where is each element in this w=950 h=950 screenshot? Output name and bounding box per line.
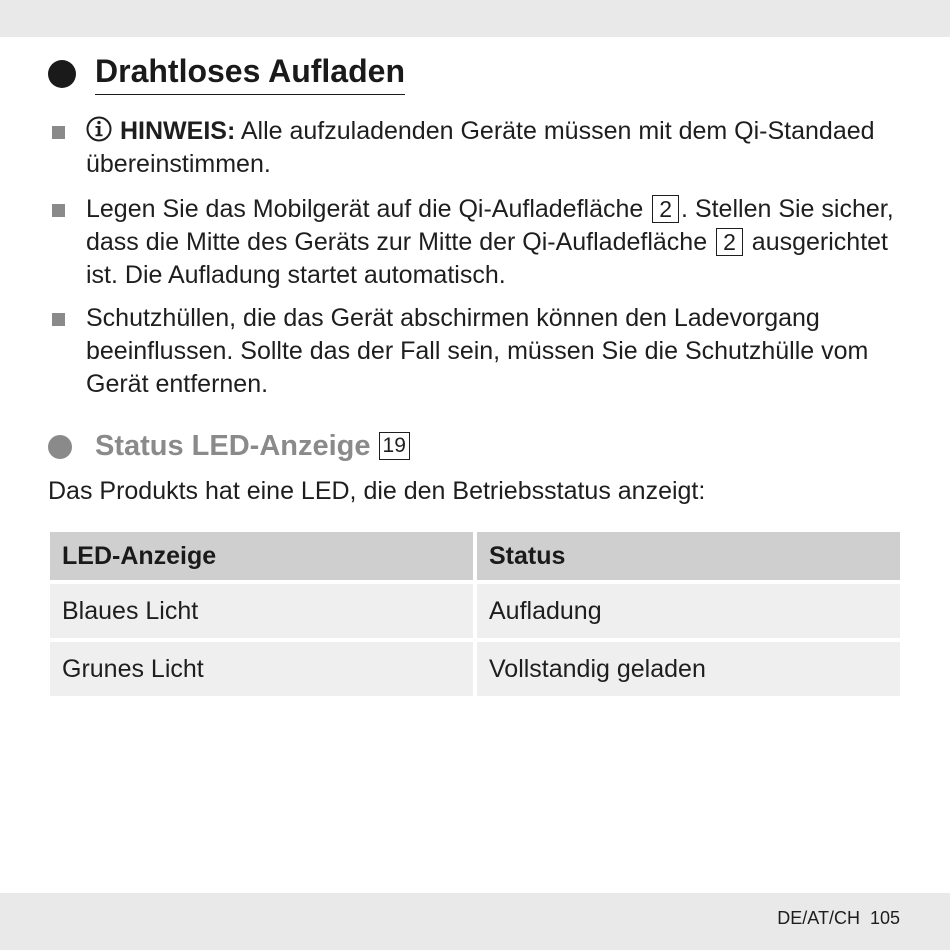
table-header-row xyxy=(50,532,900,580)
table-row xyxy=(50,584,900,638)
placement-text-3: ausgerichtet ist. Die Aufladung startet automatisch. xyxy=(86,228,888,289)
square-bullet-icon xyxy=(52,204,65,217)
status-intro-text: Das Produkts hat eine LED, die den Betriebsstatus anzeigt: xyxy=(48,477,706,505)
table-header-cell: LED-Anzeige xyxy=(50,532,473,580)
square-bullet-icon xyxy=(52,313,65,326)
reference-number: 2 xyxy=(716,228,743,256)
reference-number: 19 xyxy=(379,432,410,460)
top-bar xyxy=(0,0,950,37)
reference-number: 2 xyxy=(652,195,679,223)
table-header-cell: Status xyxy=(477,532,900,580)
list-item-cases xyxy=(52,302,912,401)
led-status-table xyxy=(50,532,900,700)
footer-info xyxy=(777,908,900,929)
cases-text: Schutzhüllen, die das Gerät abschirmen können den Ladevorgang beeinflussen. Sollte das der Fall sein, müssen Sie die Schutzhülle vom Gerät entfernen. xyxy=(86,304,869,398)
bullet-dot-icon xyxy=(48,60,76,88)
info-icon xyxy=(86,116,112,142)
placement-text-2: . Stellen Sie sicher, dass die Mitte des Geräts zur Mitte der Qi-Aufladefläche xyxy=(86,195,894,256)
list-item-hinweis xyxy=(52,115,912,181)
page-number: 105 xyxy=(869,908,900,928)
bullet-dot-icon xyxy=(48,435,72,459)
list-item-placement xyxy=(52,193,912,292)
footer-region: DE/AT/CH xyxy=(777,908,860,928)
table-cell: Grunes Licht xyxy=(50,642,473,696)
hinweis-label: HINWEIS: xyxy=(120,117,236,145)
table-cell: Vollstandig geladen xyxy=(477,642,900,696)
placement-text-1: Legen Sie das Mobilgerät auf die Qi-Aufladefläche xyxy=(86,195,651,223)
section-title: Status LED-Anzeige xyxy=(95,430,371,462)
table-cell: Blaues Licht xyxy=(50,584,473,638)
table-row xyxy=(50,642,900,696)
hinweis-text: Alle aufzuladenden Geräte müssen mit dem Qi-Standaed übereinstimmen. xyxy=(86,117,875,178)
section-title: Drahtloses Aufladen xyxy=(95,52,405,95)
square-bullet-icon xyxy=(52,126,65,139)
table-cell: Aufladung xyxy=(477,584,900,638)
